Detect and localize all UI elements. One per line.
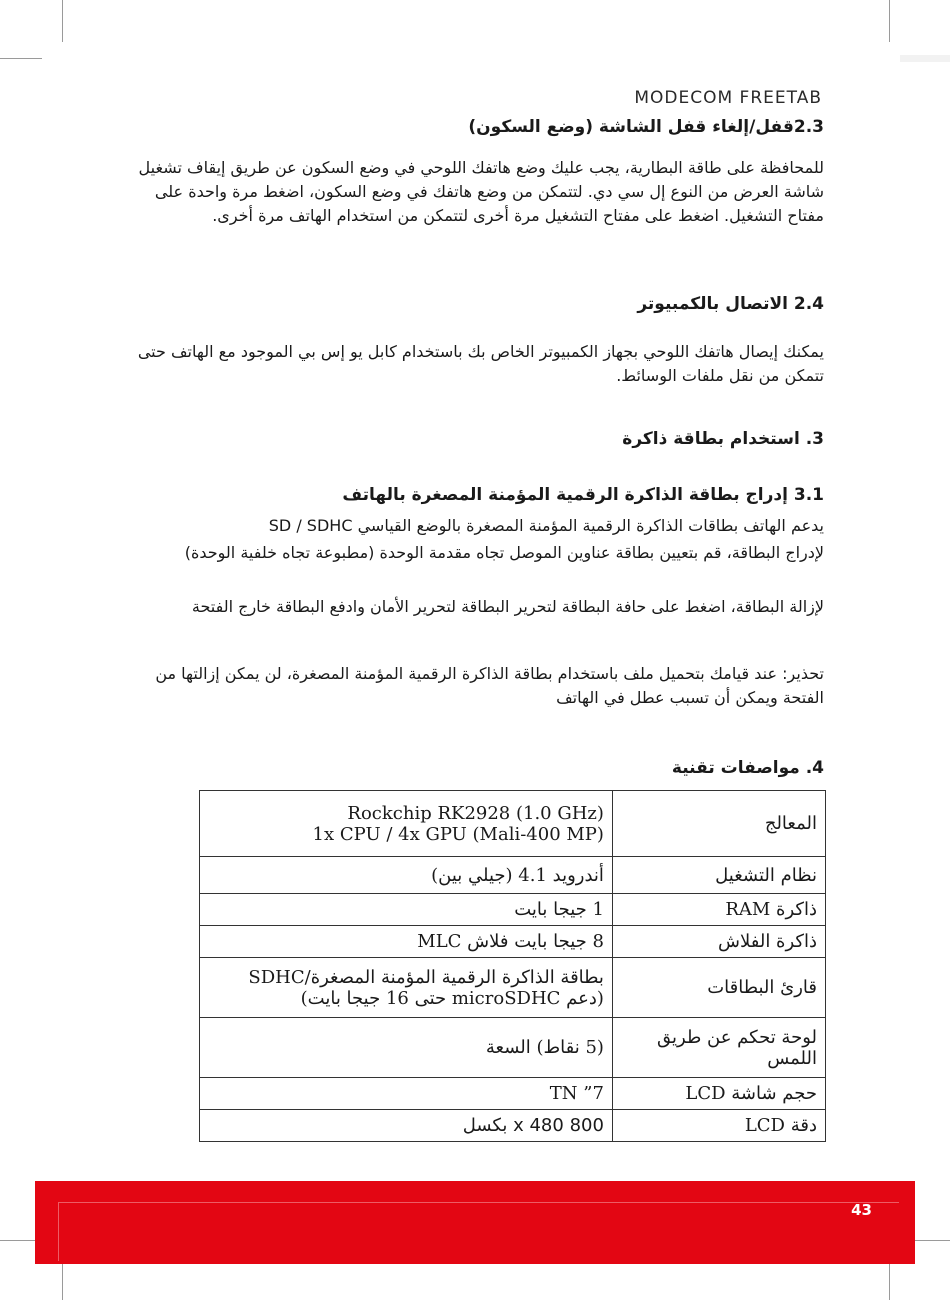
crop-mark (889, 0, 890, 42)
memory-card-line-1: يدعم الهاتف بطاقات الذاكرة الرقمية المؤمنة المصغرة بالوضع القياسي SD / SDHC (268, 516, 824, 535)
spec-key-lcd-size: حجم شاشة LCD (612, 1078, 825, 1110)
table-row (200, 894, 826, 926)
corner-stripe (900, 55, 950, 62)
spec-key-flash: ذاكرة الفلاش (612, 926, 825, 958)
footer-frame (58, 1202, 899, 1261)
spec-value-flash: 8 جيجا بايت فلاش MLC (200, 926, 613, 958)
section-body-2-3: للمحافظة على طاقة البطارية، يجب عليك وضع هاتفك اللوحي في وضع السكون عن طريق إيقاف تشغيل شاشة العرض من النوع إل سي دي. لتتمكن من وضع هاتفك في وضع السكون، اضغط مرة واحدة على مفتاح التشغيل. اضغط على مفتاح التشغيل مرة أخرى لتتمكن من استخدام الهاتف مرة أخرى. (138, 158, 824, 225)
page-number: 43 (851, 1201, 872, 1219)
table-row (200, 791, 826, 857)
section-heading-2-3: 2.3قفل/إلغاء قفل الشاشة (وضع السكون) (468, 117, 824, 137)
memory-card-line-2: لإدراج البطاقة، قم بتعيين بطاقة عناوين الموصل تجاه مقدمة الوحدة (مطبوعة تجاه خلفية الوحدة) (184, 543, 824, 562)
crop-mark (62, 1258, 63, 1300)
spec-key-touch: لوحة تحكم عن طريق اللمس (612, 1018, 825, 1078)
spec-value-os: أندرويد 4.1 (جيلي بين) (200, 857, 613, 894)
table-row (200, 857, 826, 894)
brand-header: MODECOM FREETAB (634, 88, 822, 108)
table-row (200, 1078, 826, 1110)
table-row (200, 926, 826, 958)
section-heading-3-1: 3.1 إدراج بطاقة الذاكرة الرقمية المؤمنة المصغرة بالهاتف (342, 485, 824, 505)
spec-value-touch: (5 نقاط) السعة (200, 1018, 613, 1078)
spec-key-lcd-resolution: دقة LCD (612, 1110, 825, 1142)
spec-key-ram: ذاكرة RAM (612, 894, 825, 926)
section-heading-2-4: 2.4 الاتصال بالكمبيوتر (637, 294, 824, 314)
spec-key-processor: المعالج (612, 791, 825, 857)
spec-value-ram: 1 جيجا بايت (200, 894, 613, 926)
warning-text: تحذير: عند قيامك بتحميل ملف باستخدام بطاقة الذاكرة الرقمية المؤمنة المصغرة، لن يمكن إزالتها من الفتحة ويمكن أن تسبب عطل في الهاتف (155, 664, 824, 707)
spec-value-card-reader: بطاقة الذاكرة الرقمية المؤمنة المصغرة/SDHC (دعم microSDHC حتى 16 جيجا بايت) (200, 958, 613, 1018)
spec-value-lcd-resolution: 800 x 480 بكسل (200, 1110, 613, 1142)
table-row (200, 1018, 826, 1078)
spec-key-os: نظام التشغيل (612, 857, 825, 894)
spec-table (199, 790, 826, 1142)
spec-value-processor: Rockchip RK2928 (1.0 GHz) 1x CPU / 4x GPU (Mali-400 MP) (200, 791, 613, 857)
crop-mark (62, 0, 63, 42)
crop-mark (889, 1258, 890, 1300)
table-row (200, 958, 826, 1018)
crop-mark (0, 58, 42, 59)
memory-card-line-3: لإزالة البطاقة، اضغط على حافة البطاقة لتحرير البطاقة لتحرير الأمان وادفع البطاقة خارج الفتحة (191, 597, 824, 616)
spec-key-card-reader: قارئ البطاقات (612, 958, 825, 1018)
spec-value-lcd-size: 7” TN (200, 1078, 613, 1110)
section-heading-3: 3. استخدام بطاقة ذاكرة (622, 429, 824, 449)
table-row (200, 1110, 826, 1142)
section-body-2-4: يمكنك إيصال هاتفك اللوحي بجهاز الكمبيوتر الخاص بك باستخدام كابل يو إس بي الموجود مع الهاتف حتى تتمكن من نقل ملفات الوسائط. (137, 342, 824, 385)
section-heading-4: 4. مواصفات تقنية (671, 758, 824, 778)
